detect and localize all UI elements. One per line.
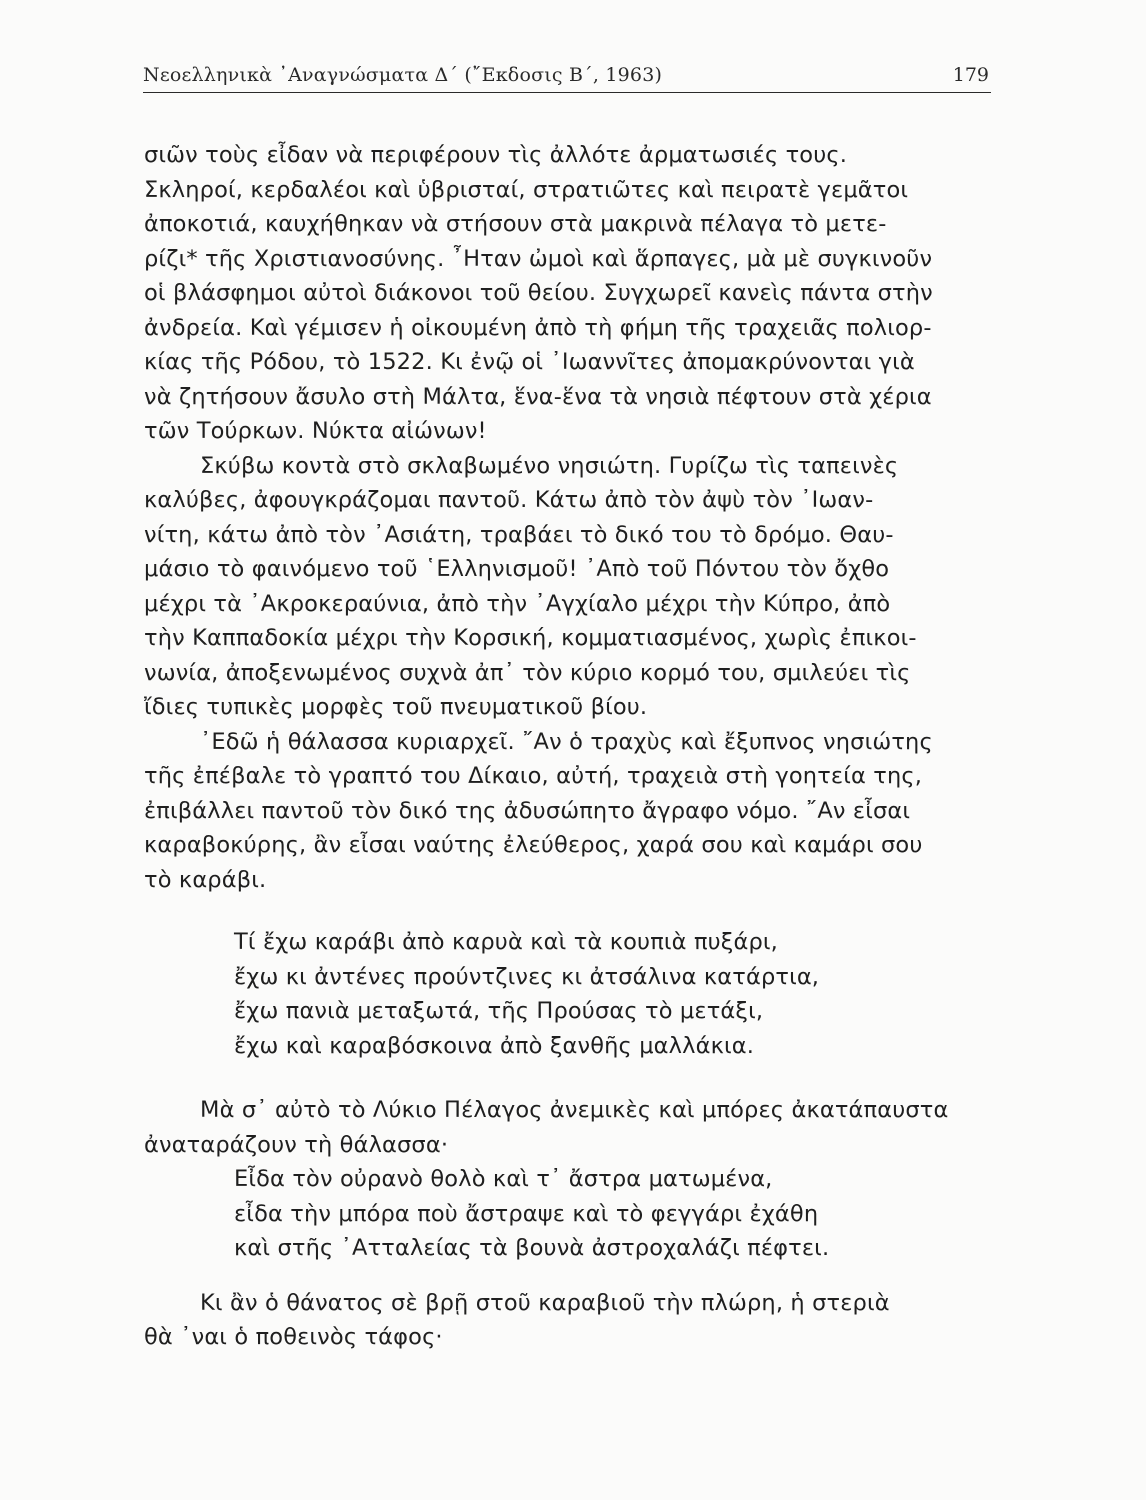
header-title: Νεοελληνικὰ ᾿Αναγνώσματα Δ´ (῎Εκδοσις Β´, 1963) <box>143 64 663 86</box>
text-line: Σκύβω κοντὰ στὸ σκλαβωμένο νησιώτη. Γυρίζω τὶς ταπεινὲς <box>200 452 899 479</box>
text-line: σιῶν τοὺς εἶδαν νὰ περιφέρουν τὶς ἀλλότε ἀρματωσιές τους. <box>144 142 848 168</box>
text-line: νωνία, ἀποξενωμένος συχνὰ ἀπ᾿ τὸν κύριο κορμό του, σμιλεύει τὶς <box>144 659 911 686</box>
text-line: οἱ βλάσφημοι αὐτοὶ διάκονοι τοῦ θείου. Συγχωρεῖ κανεὶς πάντα στὴν <box>144 280 933 306</box>
text-line: τῆς ἐπέβαλε τὸ γραπτό του Δίκαιο, αὐτή, τραχειὰ στὴ γοητεία της, <box>144 763 923 789</box>
verse-line: ἔχω κι ἀντένες προύντζινες κι ἀτσάλινα κατάρτια, <box>234 963 820 990</box>
text-line: ἀναταράζουν τὴ θάλασσα· <box>144 1131 449 1158</box>
text-line: τῶν Τούρκων. Νύκτα αἰώνων! <box>144 418 487 444</box>
running-header <box>143 58 991 93</box>
text-line: μέχρι τὰ ᾿Ακροκεραύνια, ἀπὸ τὴν ᾿Αγχίαλο μέχρι τὴν Κύπρο, ἀπὸ <box>144 590 891 617</box>
page-body <box>144 138 994 1355</box>
paragraph-5 <box>144 1286 994 1355</box>
text-line: τὸ καράβι. <box>144 866 267 893</box>
text-line: ἐπιβάλλει παντοῦ τὸν δικό της ἀδυσώπητο ἄγραφο νόμο. ῎Αν εἶσαι <box>144 797 911 824</box>
verse-line: Τί ἔχω καράβι ἀπὸ καρυὰ καὶ τὰ κουπιὰ πυξάρι, <box>234 929 778 955</box>
text-line: νίτη, κάτω ἀπὸ τὸν ᾿Ασιάτη, τραβάει τὸ δικό του τὸ δρόμο. Θαυ- <box>144 521 894 548</box>
verse-line: ἔχω καὶ καραβόσκοινα ἀπὸ ξανθῆς μαλλάκια. <box>234 1032 755 1059</box>
text-line: ρίζι* τῆς Χριστιανοσύνης. ῏Ηταν ὠμοὶ καὶ ἅρπαγες, μὰ μὲ συγκινοῦν <box>144 245 933 272</box>
text-line: ἀποκοτιά, καυχήθηκαν νὰ στήσουν στὰ μακρινὰ πέλαγα τὸ μετε- <box>144 211 887 237</box>
verse-1 <box>144 925 994 1063</box>
verse-line: ἔχω πανιὰ μεταξωτά, τῆς Προύσας τὸ μετάξι, <box>234 998 764 1024</box>
text-line: νὰ ζητήσουν ἄσυλο στὴ Μάλτα, ἕνα-ἕνα τὰ νησιὰ πέφτουν στὰ χέρια <box>144 383 932 410</box>
text-line: ἀνδρεία. Καὶ γέμισεν ἡ οἰκουμένη ἀπὸ τὴ φήμη τῆς τραχειᾶς πολιορ- <box>144 314 932 341</box>
text-line: Μὰ σ᾿ αὐτὸ τὸ Λύκιο Πέλαγος ἀνεμικὲς καὶ μπόρες ἀκατάπαυστα <box>200 1097 949 1123</box>
text-line: θὰ ᾿ναι ὁ ποθεινὸς τάφος· <box>144 1324 443 1350</box>
text-line: ἴδιες τυπικὲς μορφὲς τοῦ πνευματικοῦ βίου. <box>144 694 648 720</box>
verse-line: Εἶδα τὸν οὐρανὸ θολὸ καὶ τ᾿ ἄστρα ματωμένα, <box>234 1166 773 1192</box>
verse-2 <box>144 1162 994 1266</box>
text-line: καραβοκύρης, ἂν εἶσαι ναύτης ἐλεύθερος, χαρά σου καὶ καμάρι σου <box>144 832 923 858</box>
paragraph-2 <box>144 449 994 725</box>
text-line: κίας τῆς Ρόδου, τὸ 1522. Κι ἐνῷ οἱ ᾿Ιωαννῖτες ἀπομακρύνονται γιὰ <box>144 349 915 375</box>
text-line: Κι ἂν ὁ θάνατος σὲ βρῇ στοῦ καραβιοῦ τὴν πλώρη, ἡ στεριὰ <box>200 1289 890 1316</box>
text-line: μάσιο τὸ φαινόμενο τοῦ ῾Ελληνισμοῦ! ᾿Απὸ τοῦ Πόντου τὸν ὄχθο <box>144 556 890 582</box>
text-line: καλύβες, ἀφουγκράζομαι παντοῦ. Κάτω ἀπὸ τὸν ἀψὺ τὸν ᾿Ιωαν- <box>144 487 874 513</box>
text-line: Σκληροί, κερδαλέοι καὶ ὑβρισταί, στρατιῶτες καὶ πειρατὲ γεμᾶτοι <box>144 176 909 203</box>
paragraph-3 <box>144 725 994 898</box>
page-number: 179 <box>952 64 989 86</box>
text-line: ᾿Εδῶ ἡ θάλασσα κυριαρχεῖ. ῎Αν ὁ τραχὺς καὶ ἔξυπνος νησιώτης <box>200 728 933 755</box>
text-line: τὴν Καππαδοκία μέχρι τὴν Κορσική, κομματιασμένος, χωρὶς ἐπικοι- <box>144 625 917 651</box>
verse-line: εἶδα τὴν μπόρα ποὺ ἄστραψε καὶ τὸ φεγγάρι ἐχάθη <box>234 1200 819 1227</box>
paragraph-1 <box>144 138 994 449</box>
paragraph-4 <box>144 1093 994 1162</box>
verse-line: καὶ στῆς ᾿Ατταλείας τὰ βουνὰ ἀστροχαλάζι πέφτει. <box>234 1235 830 1261</box>
